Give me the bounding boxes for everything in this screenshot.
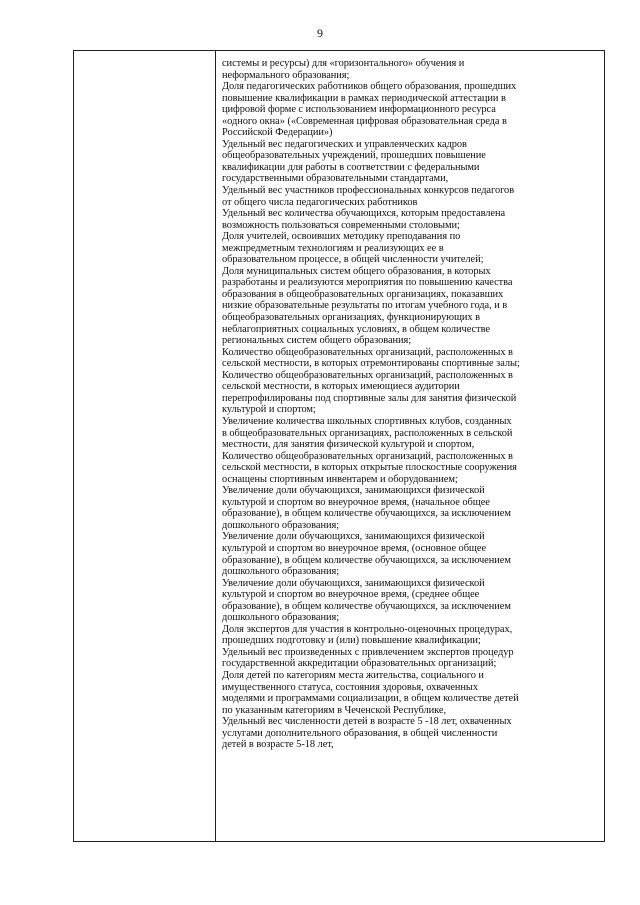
text-line: сельской местности, в которых открытые плоскостные сооружения [222, 462, 517, 474]
text-line: дошкольного образования; [222, 612, 340, 624]
text-line: повышение квалификации в рамках периодической аттестации в [222, 92, 506, 104]
text-line: общеобразовательных учреждений, прошедших повышение [222, 150, 486, 162]
text-line: по указанным категориям в Чеченской Республике, [222, 704, 446, 716]
text-line: перепрофилированы под спортивные залы для занятия физической [222, 392, 517, 404]
text-line: системы и ресурсы) для «горизонтального» обучения и [222, 58, 465, 69]
text-line: Удельный вес количества обучающихся, которым предоставлена [222, 208, 506, 220]
text-line: детей в возрасте 5-18 лет, [222, 739, 334, 751]
text-line: культурой и спортом во внеурочное время, (среднее общее [222, 589, 480, 601]
text-line: Количество общеобразовательных организаций, расположенных в [222, 346, 513, 358]
text-line: дошкольного образования; [222, 519, 340, 531]
text-line: государственной аккредитации образовательных организаций; [222, 658, 497, 670]
text-line: Российской Федерации») [222, 127, 333, 139]
text-line: цифровой форме с использованием информационного ресурса [222, 104, 496, 116]
text-line: «одного окна» («Современная цифровая образовательная среда в [222, 115, 507, 127]
text-line: разработаны и реализуются мероприятия по повышению качества [222, 277, 513, 289]
text-line: имущественного статуса, состояния здоровья, охваченных [222, 681, 478, 693]
indicators-cell [222, 58, 600, 751]
text-line: Увеличение доли обучающихся, занимающихся физической [222, 485, 485, 497]
text-line: сельской местности, в которых отремонтированы спортивные залы; [222, 358, 520, 370]
indicator-table [73, 50, 605, 842]
text-line: от общего числа педагогических работников [222, 196, 418, 208]
text-line: неблагоприятных социальных условиях, в общем количестве [222, 323, 490, 335]
text-line: общеобразовательных организациях, функционирующих в [222, 312, 480, 324]
text-line: межпредметным технологиям и реализующих ее в [222, 242, 444, 254]
text-line: образование), в общем количестве обучающихся, за исключением [222, 600, 511, 612]
text-line: местности, для занятия физической культурой и спортом, [222, 439, 475, 451]
text-line: образования в общеобразовательных организациях, показавших [222, 288, 504, 300]
column-divider [215, 51, 216, 841]
text-line: Количество общеобразовательных организаций, расположенных в [222, 450, 513, 462]
text-line: моделями и программами социализации, в общем количестве детей [222, 693, 519, 705]
text-line: образовательном процессе, в общей численности учителей; [222, 254, 484, 266]
text-line: Увеличение количества школьных спортивных клубов, созданных [222, 415, 512, 427]
text-line: образование), в общем количестве обучающихся, за исключением [222, 554, 511, 566]
text-line: оснащены спортивным инвентарем и оборудованием; [222, 473, 458, 485]
text-line: Удельный вес произведенных с привлечением экспертов процедур [222, 646, 514, 658]
text-line: Доля экспертов для участия в контрольно-оценочных процедурах, [222, 623, 513, 635]
text-line: региональных систем общего образования; [222, 335, 412, 347]
text-line: сельской местности, в которых имеющиеся аудитории [222, 381, 460, 393]
text-line: низкие образовательные результаты по итогам учебного года, и в [222, 300, 508, 312]
text-line: Доля детей по категориям места жительства, социального и [222, 669, 484, 681]
text-line: образование), в общем количестве обучающихся, за исключением [222, 508, 511, 520]
text-line: в общеобразовательных организациях, расположенных в сельской [222, 427, 513, 439]
text-line: Доля педагогических работников общего образования, прошедших [222, 81, 517, 93]
text-line: культурой и спортом; [222, 404, 316, 416]
text-line: неформального образования; [222, 69, 350, 81]
text-line: услугами дополнительного образования, в общей численности [222, 727, 498, 739]
text-line: культурой и спортом во внеурочное время, (начальное общее [222, 496, 490, 508]
text-line: прошедших подготовку и (или) повышение квалификации; [222, 635, 481, 647]
text-line: Удельный вес численности детей в возрасте 5 -18 лет, охваченных [222, 716, 512, 728]
text-line: дошкольного образования; [222, 566, 340, 578]
text-line: Количество общеобразовательных организаций, расположенных в [222, 369, 513, 381]
text-line: возможность пользоваться современными столовыми; [222, 219, 460, 231]
text-line: Удельный вес участников профессиональных конкурсов педагогов [222, 185, 515, 197]
text-line: Удельный вес педагогических и управленческих кадров [222, 138, 467, 150]
page-number: 9 [317, 26, 323, 40]
text-line: Увеличение доли обучающихся, занимающихся физической [222, 531, 485, 543]
text-line: культурой и спортом во внеурочное время, (основное общее [222, 542, 487, 554]
text-line: Увеличение доли обучающихся, занимающихся физической [222, 577, 485, 589]
text-line: Доля муниципальных систем общего образования, в которых [222, 265, 491, 277]
text-line: государственными образовательными стандартами, [222, 173, 449, 185]
text-line: квалификации для работы в соответствии с федеральными [222, 161, 480, 173]
text-line: Доля учителей, освоивших методику преподавания по [222, 231, 461, 243]
